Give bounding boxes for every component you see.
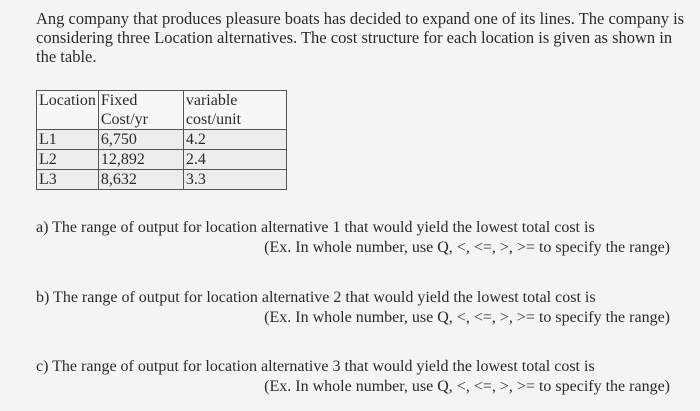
question-b-hint: (Ex. In whole number, use Q, <, <=, >, >= to specify the range)	[264, 309, 670, 326]
header-location-label: Location	[39, 92, 96, 109]
cell-variable-cost: 3.3	[183, 170, 286, 190]
cell-fixed-cost: 12,892	[98, 150, 183, 170]
problem-intro: Ang company that produces pleasure boats has decided to expand one of its lines. The company is considering three Location alternatives. The cost structure for each location is given as shown in the table.	[36, 9, 685, 66]
cell-variable-cost: 2.4	[183, 150, 286, 170]
header-variable-cost	[183, 91, 286, 130]
question-b-text: b) The range of output for location alternative 2 that would yield the lowest total cost is	[36, 289, 596, 306]
header-fixed-cost	[98, 91, 183, 130]
cell-fixed-cost: 6,750	[98, 130, 183, 150]
question-b	[36, 288, 676, 328]
header-fixed-line2: Cost/yr	[100, 111, 148, 128]
header-fixed-line1: Fixed	[100, 92, 138, 109]
table-row	[37, 130, 287, 150]
header-variable-line2: cost/unit	[185, 111, 241, 128]
table-row	[37, 170, 287, 190]
table-header-row	[37, 91, 287, 130]
cell-variable-cost: 4.2	[183, 130, 286, 150]
cell-location: L1	[37, 130, 99, 150]
cost-structure-table	[36, 90, 287, 190]
cell-location: L3	[37, 170, 99, 190]
cell-fixed-cost: 8,632	[98, 170, 183, 190]
question-a-text: a) The range of output for location alternative 1 that would yield the lowest total cost is	[36, 219, 595, 236]
question-a-hint: (Ex. In whole number, use Q, <, <=, >, >= to specify the range)	[264, 239, 670, 256]
question-a	[36, 218, 676, 258]
header-variable-line1: variable	[185, 92, 238, 109]
header-location	[37, 91, 99, 130]
question-c-text: c) The range of output for location alternative 3 that would yield the lowest total cost is	[36, 358, 595, 375]
table-row	[37, 150, 287, 170]
question-c	[36, 357, 676, 397]
question-c-hint: (Ex. In whole number, use Q, <, <=, >, >= to specify the range)	[264, 378, 670, 395]
cell-location: L2	[37, 150, 99, 170]
